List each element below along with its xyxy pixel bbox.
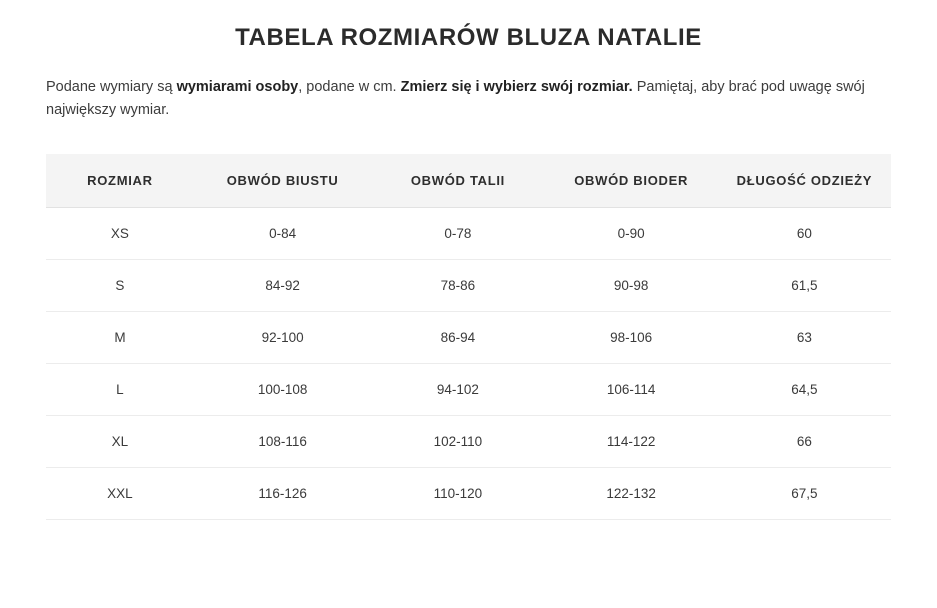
cell-hip: 0-90 — [545, 208, 718, 260]
column-header-length: DŁUGOŚĆ ODZIEŻY — [718, 154, 891, 208]
cell-hip: 98-106 — [545, 312, 718, 364]
cell-waist: 0-78 — [371, 208, 544, 260]
size-table-wrapper — [46, 154, 891, 520]
cell-size: XL — [46, 416, 194, 468]
column-header-hip: OBWÓD BIODER — [545, 154, 718, 208]
cell-length: 64,5 — [718, 364, 891, 416]
cell-size: M — [46, 312, 194, 364]
cell-bust: 84-92 — [194, 260, 371, 312]
cell-waist: 78-86 — [371, 260, 544, 312]
cell-bust: 116-126 — [194, 468, 371, 520]
intro-text-part2: , podane w cm. — [298, 79, 401, 95]
cell-size: S — [46, 260, 194, 312]
intro-text-part1: Podane wymiary są — [46, 79, 177, 95]
column-header-waist: OBWÓD TALII — [371, 154, 544, 208]
cell-waist: 86-94 — [371, 312, 544, 364]
table-row — [46, 416, 891, 468]
cell-length: 63 — [718, 312, 891, 364]
table-header-row — [46, 154, 891, 208]
table-row — [46, 208, 891, 260]
cell-waist: 102-110 — [371, 416, 544, 468]
table-row — [46, 468, 891, 520]
table-row — [46, 312, 891, 364]
cell-length: 67,5 — [718, 468, 891, 520]
table-row — [46, 364, 891, 416]
intro-paragraph — [46, 76, 886, 122]
cell-bust: 92-100 — [194, 312, 371, 364]
cell-size: L — [46, 364, 194, 416]
cell-bust: 0-84 — [194, 208, 371, 260]
column-header-size: ROZMIAR — [46, 154, 194, 208]
cell-hip: 122-132 — [545, 468, 718, 520]
size-table — [46, 154, 891, 520]
cell-size: XXL — [46, 468, 194, 520]
column-header-bust: OBWÓD BIUSTU — [194, 154, 371, 208]
cell-hip: 114-122 — [545, 416, 718, 468]
intro-text-part3: Pamiętaj, aby brać pod uwagę swój największy wymiar. — [46, 79, 865, 119]
cell-waist: 94-102 — [371, 364, 544, 416]
cell-length: 61,5 — [718, 260, 891, 312]
cell-waist: 110-120 — [371, 468, 544, 520]
intro-bold-measure-yourself: Zmierz się i wybierz swój rozmiar. — [400, 79, 633, 95]
table-row — [46, 260, 891, 312]
cell-length: 66 — [718, 416, 891, 468]
page-title: TABELA ROZMIARÓW BLUZA NATALIE — [235, 24, 702, 51]
intro-bold-person-measurements: wymiarami osoby — [176, 79, 299, 95]
cell-hip: 90-98 — [545, 260, 718, 312]
table-body — [46, 208, 891, 520]
cell-bust: 108-116 — [194, 416, 371, 468]
cell-hip: 106-114 — [545, 364, 718, 416]
cell-bust: 100-108 — [194, 364, 371, 416]
cell-size: XS — [46, 208, 194, 260]
table-header — [46, 154, 891, 208]
cell-length: 60 — [718, 208, 891, 260]
